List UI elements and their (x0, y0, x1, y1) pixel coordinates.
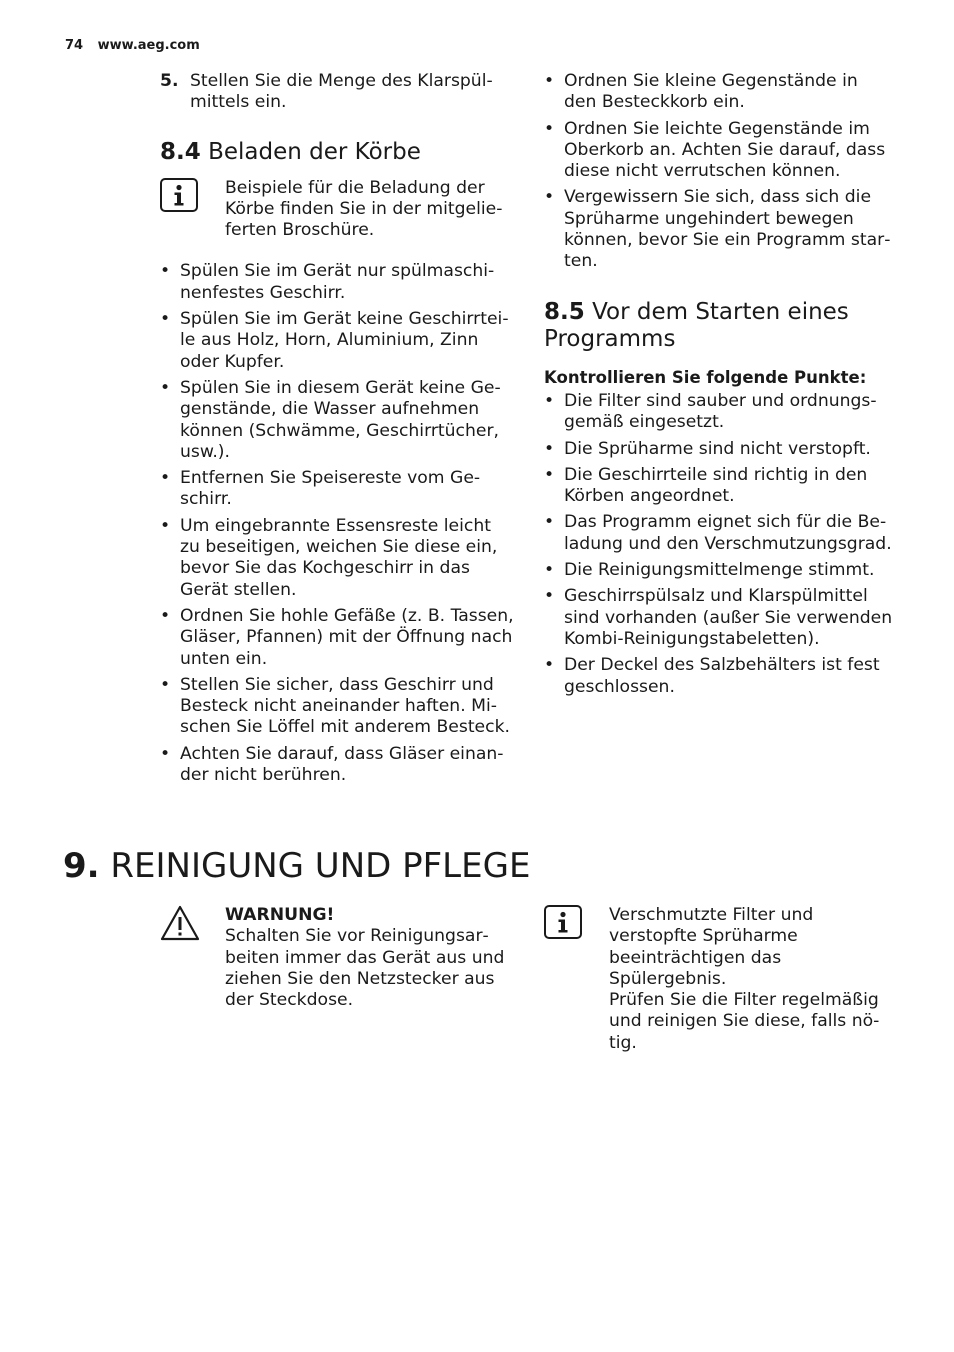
page-number: 74 (65, 38, 84, 53)
section-title: Vor dem Starten eines Programms (544, 298, 849, 352)
section-number: 8.5 (544, 298, 585, 325)
list-item: • Die Filter sind sauber und ordnungsgemäß eingesetzt. (544, 391, 894, 434)
chapter-title: REINIGUNG UND PFLEGE (110, 846, 531, 886)
list-item: • Spülen Sie im Gerät keine Geschirrteile aus Holz, Horn, Aluminium, Zinn oder Kupfer. (160, 309, 515, 373)
list-item: • Spülen Sie in diesem Gerät keine Gegenstände, die Wasser aufnehmen können (Schwämme, Geschirrtücher, usw.). (160, 378, 515, 463)
warning-text: Schalten Sie vor Reinigungsarbeiten immer das Gerät aus und ziehen Sie den Netzstecker aus der Steckdose. (225, 926, 505, 1011)
list-item: • Ordnen Sie hohle Gefäße (z. B. Tassen, Gläser, Pfannen) mit der Öffnung nach unten ein. (160, 606, 515, 670)
list-item: • Ordnen Sie kleine Gegenstände in den Besteckkorb ein. (544, 71, 894, 114)
step-number: 5. (160, 71, 179, 91)
info-text-line-1: Verschmutzte Filter und verstopfte Sprüharme beeinträchtigen das Spülergebnis. (609, 905, 814, 989)
step-text: Stellen Sie die Menge des Klarspülmittels ein. (190, 71, 493, 113)
checklist (544, 391, 894, 698)
left-column (160, 71, 515, 791)
section-8-4-heading (160, 139, 515, 166)
list-item: • Ordnen Sie leichte Gegenstände im Oberkorb an. Achten Sie darauf, dass diese nicht verrutschen können. (544, 119, 894, 183)
warning-icon (160, 905, 200, 947)
loading-rules-list-continued (544, 71, 894, 273)
chapter-number: 9. (63, 846, 100, 886)
info-note (160, 178, 515, 242)
list-item: • Spülen Sie im Gerät nur spülmaschinenfestes Geschirr. (160, 261, 515, 304)
warning-note (160, 905, 515, 1011)
list-item: • Geschirrspülsalz und Klarspülmittel sind vorhanden (außer Sie verwenden Kombi-Reinigungstabeletten). (544, 586, 894, 650)
checklist-subheading: Kontrollieren Sie folgende Punkte: (544, 367, 867, 387)
info-note-text: Beispiele für die Beladung der Körbe finden Sie in der mitgelieferten Broschüre. (225, 177, 503, 241)
list-item: • Vergewissern Sie sich, dass sich die Sprüharme ungehindert bewegen können, bevor Sie ein Programm starten. (544, 187, 894, 272)
info-icon (160, 178, 198, 212)
warning-title: WARNUNG! (225, 905, 335, 925)
loading-rules-list (160, 261, 515, 786)
section-title: Beladen der Körbe (208, 138, 421, 165)
list-item: • Achten Sie darauf, dass Gläser einander nicht berühren. (160, 744, 515, 787)
list-item: • Das Programm eignet sich für die Beladung und den Verschmutzungsgrad. (544, 512, 894, 555)
chapter-9-heading (63, 846, 530, 886)
list-item: • Die Geschirrteile sind richtig in den Körben angeordnet. (544, 465, 894, 508)
website-url[interactable]: www.aeg.com (97, 38, 200, 53)
list-item: • Entfernen Sie Speisereste vom Geschirr. (160, 468, 515, 511)
list-item: • Stellen Sie sicher, dass Geschirr und Besteck nicht aneinander haften. Mischen Sie Löffel mit anderem Besteck. (160, 675, 515, 739)
step-5 (160, 71, 515, 114)
section-number: 8.4 (160, 138, 201, 165)
info-text-line-2: Prüfen Sie die Filter regelmäßig und reinigen Sie diese, falls nötig. (609, 990, 880, 1053)
list-item: • Der Deckel des Salzbehälters ist fest geschlossen. (544, 655, 894, 698)
page-header (65, 38, 200, 53)
list-item: • Die Reinigungsmittelmenge stimmt. (544, 560, 894, 581)
filter-info-note (544, 905, 894, 1054)
list-item: • Die Sprüharme sind nicht verstopft. (544, 439, 894, 460)
section-8-5-heading (544, 299, 894, 353)
right-column (544, 71, 894, 703)
list-item: • Um eingebrannte Essensreste leicht zu beseitigen, weichen Sie diese ein, bevor Sie das Kochgeschirr in das Gerät stellen. (160, 516, 515, 601)
info-icon (544, 905, 582, 939)
